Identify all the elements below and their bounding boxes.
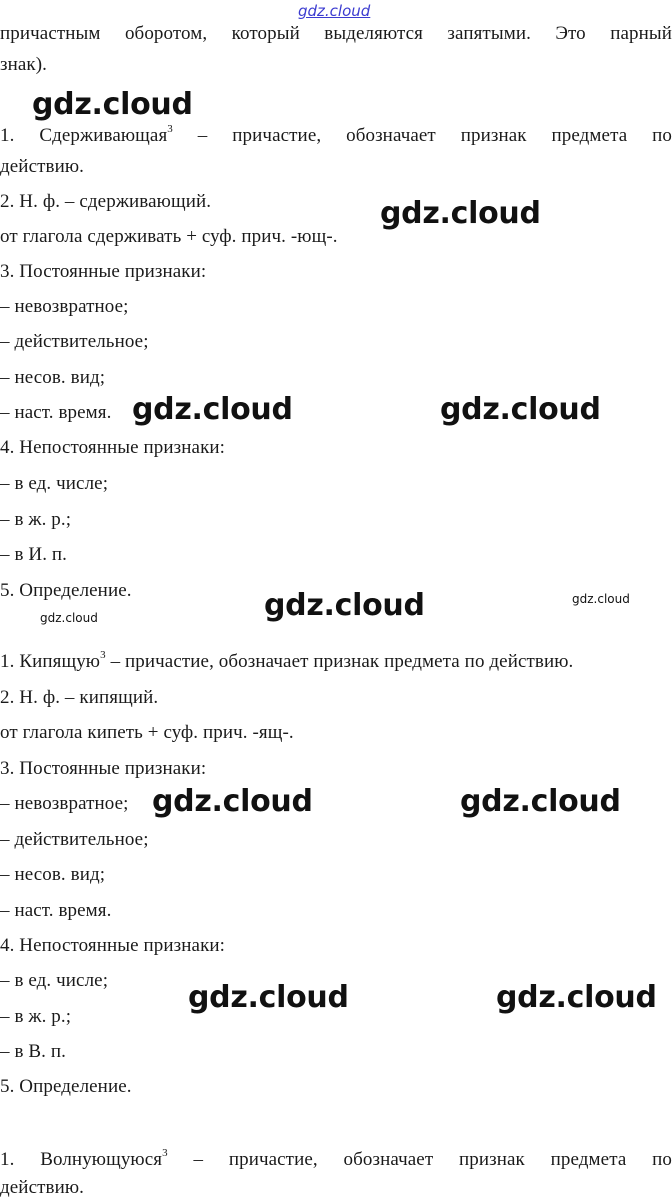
watermark: gdz.cloud	[264, 588, 425, 623]
list-item: 2. Н. ф. – кипящий.	[0, 687, 159, 708]
list-item: 3. Постоянные признаки:	[0, 261, 207, 282]
list-item: 5. Определение.	[0, 580, 132, 601]
participle-2-definition: 1. Кипящую$^3$ – причастие, обозначает признак предмета по действию.	[0, 648, 574, 672]
watermark: gdz.cloud	[132, 392, 293, 427]
watermark: gdz.cloud	[188, 980, 349, 1015]
watermark: gdz.cloud	[32, 87, 193, 122]
list-item: 2. Н. ф. – сдерживающий.	[0, 191, 212, 212]
list-item: 3. Постоянные признаки:	[0, 758, 207, 779]
participle-3-word: Волнующуюся	[40, 1149, 163, 1170]
stress-mark: 3	[162, 1146, 168, 1159]
list-item: – в ед. числе;	[0, 473, 109, 494]
participle-3-definition: 1. Волнующуюся$^3$ – причастие, обозначает признак предмета по	[0, 1146, 672, 1170]
participle-2-description: – причастие, обозначает признак предмета по действию.	[110, 651, 574, 672]
stress-mark: 3	[167, 122, 173, 135]
intro-line-2: знак).	[0, 54, 48, 75]
watermark: gdz.cloud	[380, 196, 541, 231]
list-item: – в В. п.	[0, 1041, 66, 1062]
list-item: – наст. время.	[0, 900, 112, 921]
list-item: – в ж. р.;	[0, 1006, 72, 1027]
list-item: – в И. п.	[0, 544, 68, 565]
participle-1-definition-end: действию.	[0, 156, 84, 177]
list-item: – в ед. числе;	[0, 970, 109, 991]
list-item: – действительное;	[0, 829, 149, 850]
list-item: – несов. вид;	[0, 367, 106, 388]
watermark-top: gdz.cloud	[298, 2, 371, 20]
list-item: 5. Определение.	[0, 1076, 132, 1097]
participle-2-word: Кипящую	[19, 651, 101, 672]
list-item: – невозвратное;	[0, 296, 129, 317]
watermark: gdz.cloud	[460, 784, 621, 819]
watermark: gdz.cloud	[496, 980, 657, 1015]
participle-1-word: Сдерживающая	[39, 125, 168, 146]
list-item: – в ж. р.;	[0, 509, 72, 530]
list-item: от глагола сдерживать + суф. прич. -ющ-.	[0, 226, 338, 247]
watermark: gdz.cloud	[572, 592, 630, 606]
watermark: gdz.cloud	[40, 611, 98, 625]
list-item: – действительное;	[0, 331, 149, 352]
watermark: gdz.cloud	[152, 784, 313, 819]
list-item: 4. Непостоянные признаки:	[0, 437, 226, 458]
list-item: – наст. время.	[0, 402, 112, 423]
list-item: от глагола кипеть + суф. прич. -ящ-.	[0, 722, 294, 743]
participle-1-description: – причастие, обозначает признак предмета по	[197, 125, 672, 146]
list-item: 4. Непостоянные признаки:	[0, 935, 226, 956]
watermark: gdz.cloud	[440, 392, 601, 427]
list-item: – невозвратное;	[0, 793, 129, 814]
intro-line-1: причастным оборотом, который выделяются запятыми. Это парный	[0, 23, 672, 44]
participle-3-description: – причастие, обозначает признак предмета по	[193, 1149, 672, 1170]
participle-3-definition-end: действию.	[0, 1177, 84, 1198]
participle-1-definition: 1. Сдерживающая$^3$ – причастие, обозначает признак предмета по	[0, 122, 672, 146]
list-item: – несов. вид;	[0, 864, 106, 885]
stress-mark: 3	[100, 648, 106, 661]
